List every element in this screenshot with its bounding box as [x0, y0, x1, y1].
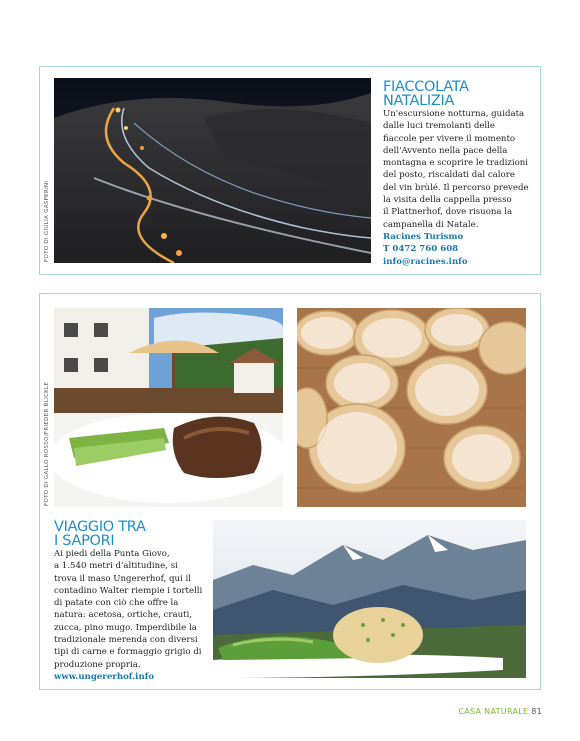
article-body: Ai piedi della Punta Giovo, a 1.540 metri d'altitudine, si trova il maso Ungererhof, qui il contadino Walter riempie i tortelli di patate con ciò che offre la natura: acetosa, ortiche, crauti, zucca, pino mugo. Imperdibile la tradizionale merenda con diversi tipi di carne e formaggio grigio di produzione propria. [54, 549, 203, 670]
page-number: 81 [531, 707, 542, 716]
photo-credit: FOTO DI GIULIA GASPERINI [44, 180, 50, 262]
contact-email-link[interactable]: info@racines.info [383, 256, 468, 267]
torchlight-night-photo [54, 78, 371, 263]
magazine-name: CASA NATURALE [458, 707, 529, 716]
article-torchlight-box [39, 66, 541, 275]
contact-name: Racines Turismo [383, 232, 464, 242]
website-link[interactable]: www.ungererhof.info [54, 672, 155, 682]
article-title: FIACCOLATA NATALIZIA [383, 79, 469, 109]
page-footer [458, 707, 542, 716]
article-title: VIAGGIO TRA I SAPORI [54, 519, 146, 549]
pastries-photo [297, 308, 526, 507]
article-body: Un'escursione notturna, guidata dalle luci tremolanti delle fiaccole per vivere il momento dell'Avvento nella pace della montagna e scoprire le tradizioni del posto, riscaldati dal calore del vin brùlé. Il percorso prevede la visita della cappella presso il Plattnerhof, dove risuona la campanella di Natale. [383, 109, 529, 230]
article-flavours-box [39, 293, 541, 690]
contact-block [383, 231, 468, 268]
mountain-dumpling-photo [213, 520, 526, 678]
photo-credit: FOTO DI GALLO ROSSO/FRIEDER BLICKLE [44, 381, 50, 506]
contact-phone[interactable]: T 0472 760 608 [383, 244, 459, 255]
farmhouse-meal-photo [54, 308, 283, 507]
